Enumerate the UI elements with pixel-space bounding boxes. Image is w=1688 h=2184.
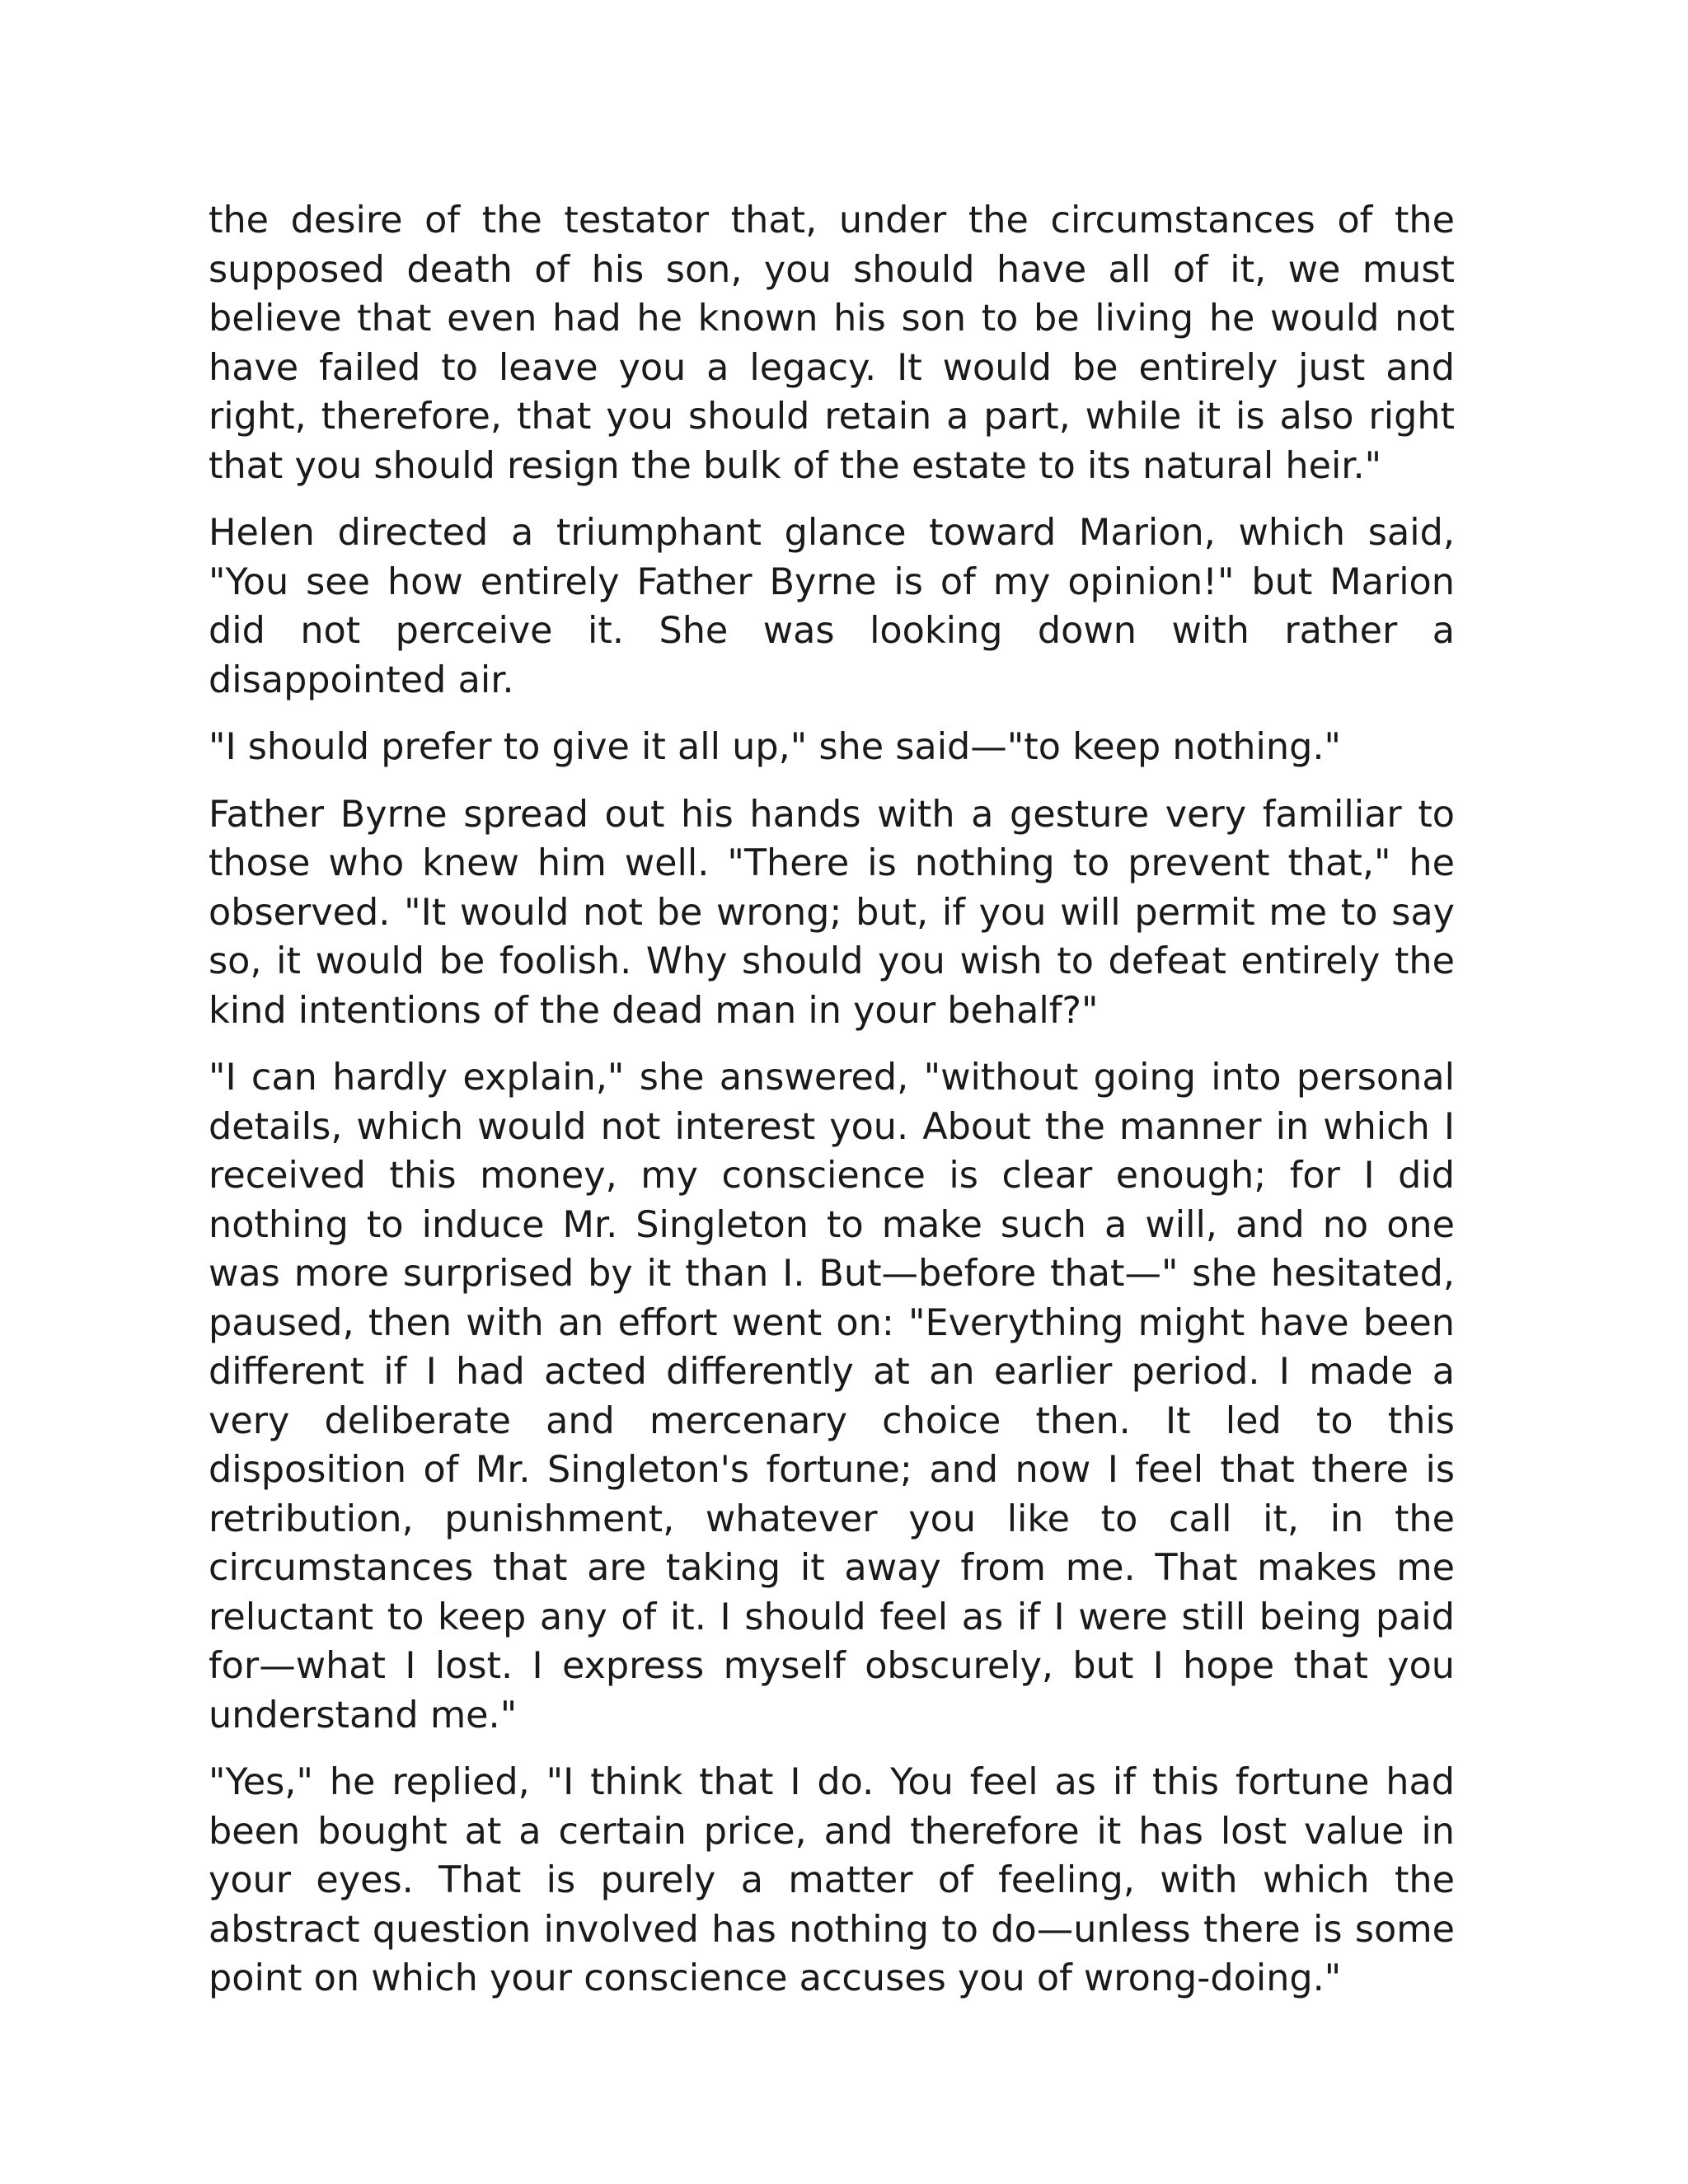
document-page <box>209 196 1455 2022</box>
paragraph-2: Helen directed a triumphant glance toward Marion, which said, "You see how entirely Father Byrne is of my opinion!" but Marion did not perceive it. She was looking down with rather a disappointed air. <box>209 512 1455 701</box>
paragraph-1: the desire of the testator that, under the circumstances of the supposed death of his son, you should have all of it, we must believe that even had he known his son to be living he would not have failed to leave you a legacy. It would be entirely just and right, therefore, that you should retain a part, while it is also right that you should resign the bulk of the estate to its natural heir." <box>209 199 1455 487</box>
paragraph-5: "I can hardly explain," she answered, "without going into personal details, which would not interest you. About the manner in which I received this money, my conscience is clear enough; for I did nothing to induce Mr. Singleton to make such a will, and no one was more surprised by it than I. But—before that—" she hesitated, paused, then with an effort went on: "Everything might have been different if I had acted differently at an earlier period. I made a very deliberate and mercenary choice then. It led to this disposition of Mr. Singleton's fortune; and now I feel that there is retribution, punishment, whatever you like to call it, in the circumstances that are taking it away from me. That makes me reluctant to keep any of it. I should feel as if I were still being paid for—what I lost. I express myself obscurely, but I hope that you understand me." <box>209 1057 1455 1736</box>
paragraph-3: "I should prefer to give it all up," she said—"to keep nothing." <box>209 726 1341 768</box>
paragraph-6: "Yes," he replied, "I think that I do. You feel as if this fortune had been bought at a certain price, and therefore it has lost value in your eyes. That is purely a matter of feeling, with which the abstract question involved has nothing to do—unless there is some point on which your conscience accuses you of wrong-doing." <box>209 1761 1455 1999</box>
paragraph-4: Father Byrne spread out his hands with a gesture very familiar to those who knew him well. "There is nothing to prevent that," he observed. "It would not be wrong; but, if you will permit me to say so, it would be foolish. Why should you wish to defeat entirely the kind intentions of the dead man in your behalf?" <box>209 793 1455 1032</box>
